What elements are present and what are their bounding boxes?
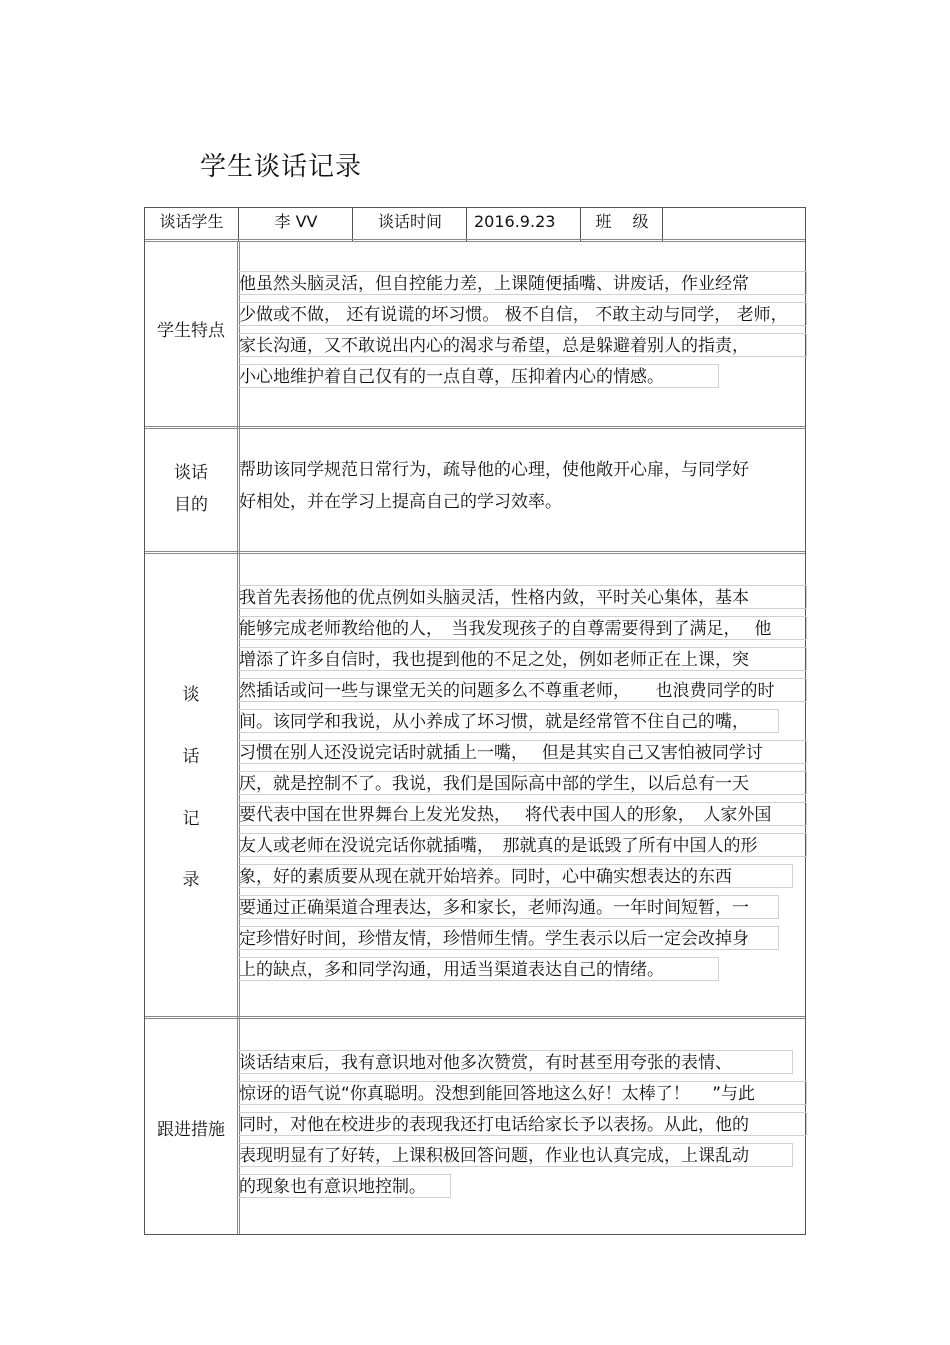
purpose-label-line1: 谈话 [174, 463, 208, 483]
followup-line: 表现明显有了好转，上课积极回答问题，作业也认真完成，上课乱动 [239, 1143, 793, 1167]
followup-line: 同时，对他在校进步的表现我还打电话给家长予以表扬。从此，他的 [239, 1112, 807, 1136]
divider [662, 208, 663, 241]
student-label: 谈话学生 [159, 212, 224, 231]
record-line: 然插话或问一些与课堂无关的问题多么不尊重老师， 也浪费同学的时 [239, 678, 807, 702]
student-name: 李 VV [274, 212, 318, 231]
followup-line: 谈话结束后，我有意识地对他多次赞赏，有时甚至用夸张的表情、 [239, 1050, 793, 1074]
traits-line: 家长沟通，又不敢说出内心的渴求与希望，总是躲避着别人的指责， [239, 333, 807, 357]
record-label-char: 谈 [182, 685, 200, 705]
talk-record-form [144, 207, 806, 1235]
record-line: 厌，就是控制不了。我说，我们是国际高中部的学生，以后总有一天 [239, 771, 807, 795]
record-line: 要通过正确渠道合理表达，多和家长，老师沟通。一年时间短暂，一 [239, 895, 779, 919]
class-value [665, 208, 805, 241]
row-divider [145, 1016, 805, 1019]
divider [352, 208, 353, 241]
record-line: 上的缺点，多和同学沟通，用适当渠道表达自己的情绪。 [239, 957, 719, 981]
divider [580, 208, 581, 241]
record-line: 要代表中国在世界舞台上发光发热， 将代表中国人的形象， 人家外国 [239, 802, 807, 826]
record-line: 能够完成老师教给他的人， 当我发现孩子的自尊需要得到了满足， 他 [239, 616, 807, 640]
record-label-char: 记 [182, 809, 200, 829]
purpose-label-line2: 目的 [174, 495, 208, 515]
record-line: 定珍惜好时间，珍惜友情，珍惜师生情。学生表示以后一定会改掉身 [239, 926, 779, 950]
class-label: 班 级 [595, 212, 649, 231]
time-value: 2016.9.23 [474, 212, 556, 231]
record-line: 我首先表扬他的优点例如头脑灵活，性格内敛，平时关心集体，基本 [239, 585, 807, 609]
followup-line: 惊讶的语气说“你真聪明。没想到能回答地这么好！太棒了！ ”与此 [239, 1081, 807, 1105]
page-title: 学生谈话记录 [200, 152, 363, 182]
row-divider [145, 426, 805, 429]
record-label-char: 话 [182, 747, 200, 767]
row-divider [145, 551, 805, 554]
traits-line: 小心地维护着自己仅有的一点自尊，压抑着内心的情感。 [239, 364, 719, 388]
time-label: 谈话时间 [377, 212, 442, 231]
row-divider [145, 239, 805, 242]
traits-line: 他虽然头脑灵活，但自控能力差，上课随便插嘴、讲废话，作业经常 [239, 271, 807, 295]
divider [238, 208, 239, 241]
purpose-line: 帮助该同学规范日常行为，疏导他的心理，使他敞开心扉，与同学好 [239, 460, 749, 480]
record-line: 间。该同学和我说，从小养成了坏习惯，就是经常管不住自己的嘴， [239, 709, 779, 733]
record-label-char: 录 [182, 870, 200, 890]
record-line: 增添了许多自信时，我也提到他的不足之处，例如老师正在上课，突 [239, 647, 807, 671]
purpose-line: 好相处，并在学习上提高自己的学习效率。 [239, 492, 562, 512]
followup-label: 跟进措施 [157, 1120, 225, 1140]
traits-line: 少做或不做， 还有说谎的坏习惯。 极不自信， 不敢主动与同学， 老师， [239, 302, 807, 326]
followup-line: 的现象也有意识地控制。 [239, 1174, 451, 1198]
record-line: 友人或老师在没说完话你就插嘴， 那就真的是诋毁了所有中国人的形 [239, 833, 807, 857]
record-line: 象，好的素质要从现在就开始培养。同时，心中确实想表达的东西 [239, 864, 793, 888]
traits-label: 学生特点 [157, 321, 225, 341]
divider [466, 208, 467, 241]
record-line: 习惯在别人还没说完话时就插上一嘴， 但是其实自己又害怕被同学讨 [239, 740, 807, 764]
